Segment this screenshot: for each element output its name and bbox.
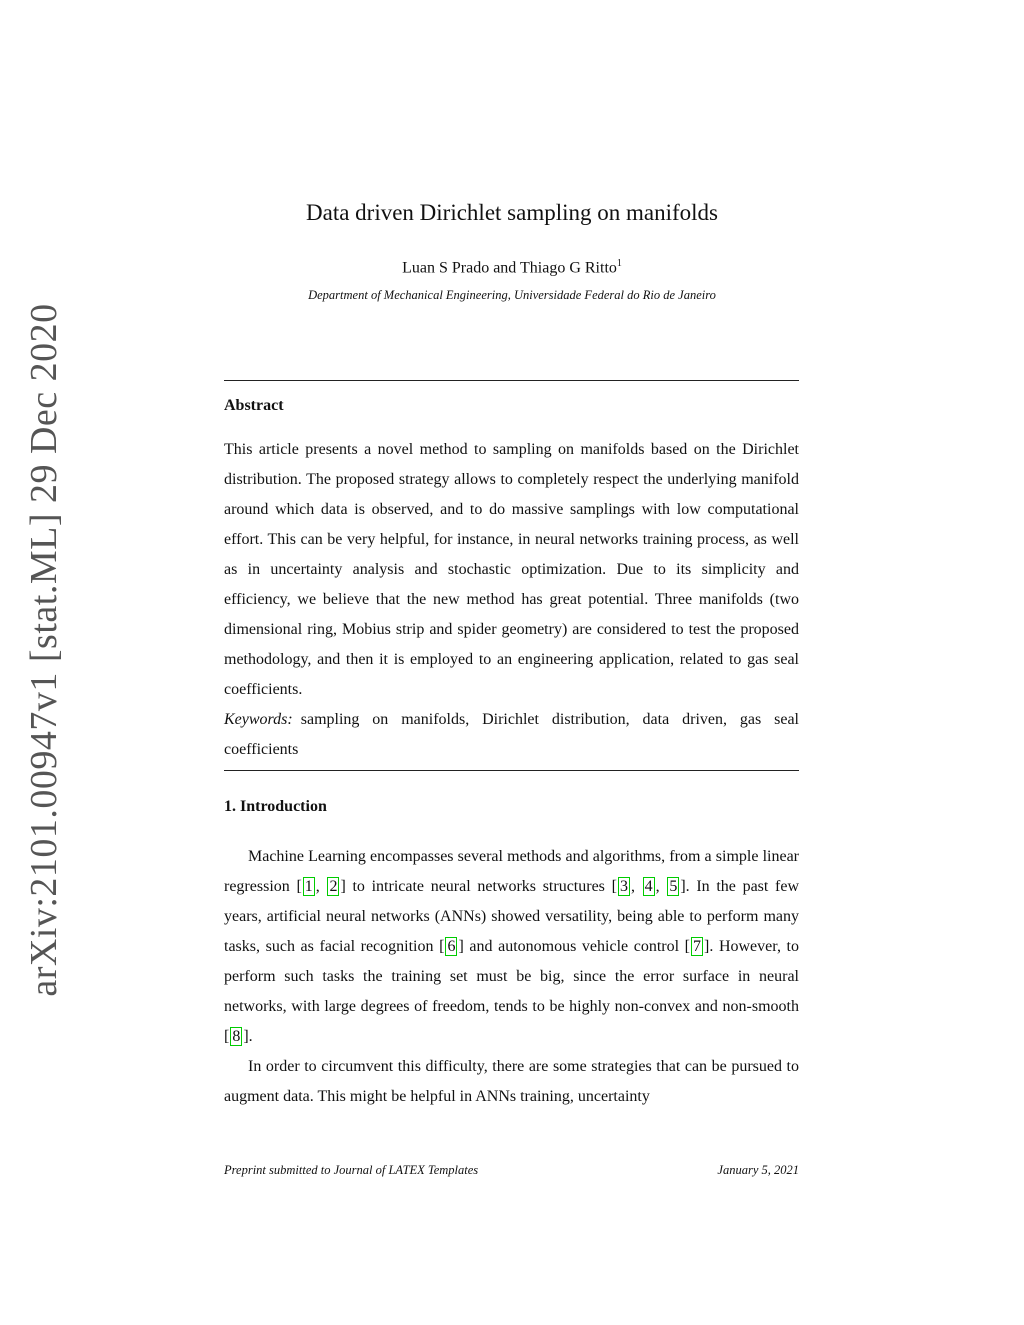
- intro-text: Machine Learning encompasses several methods and algorithms, from a simple linear regression: [224, 848, 799, 895]
- intro-text: . However, to perform such tasks the training set must be big, since the error surface in neural networks, with large degrees of freedom, tends to be highly non-convex and non-smooth: [224, 938, 799, 1015]
- intro-text: .: [248, 1028, 253, 1045]
- arxiv-identifier: arXiv:2101.00947v1 [stat.ML] 29 Dec 2020: [23, 303, 65, 997]
- abstract-text: This article presents a novel method to sampling on manifolds based on the Dirichlet distribution. The proposed strategy allows to completely respect the underlying manifold around which data is observed, and to do massive samplings with low computational effort. This can be very helpful, for instance, in neural networks training process, as well as in uncertainty analysis and stochastic optimization. Due to its simplicity and efficiency, we believe that the new method has great potential. Three manifolds (two dimensional ring, Mobius strip and spider geometry) are considered to test the proposed methodology, and then it is employed to an engineering application, related to gas seal coefficients.: [224, 441, 799, 698]
- intro-paragraph-2: In order to circumvent this difficulty, there are some strategies that can be pursued to augment data. This might be helpful in ANNs training, uncertainty: [224, 1058, 799, 1105]
- intro-text: to intricate neural networks structures: [345, 878, 612, 895]
- abstract-heading: Abstract: [224, 397, 284, 414]
- footer-date: January 5, 2021: [717, 1163, 799, 1177]
- intro-paragraph-1: Machine Learning encompasses several methods and algorithms, from a simple linear regression [ 1 , 2 ] to intricate neural networks structures [ 3 , 4 , 5 ]. In the past few years, artificial neural networks (ANNs) showed versatility, being able to perform many tasks, such as facial recognition [ 6 ] and autonomous vehicle control [ 7 ]. However, to perform such tasks the training set must be big, since the error surface in neural networks, with large degrees of freedom, tends to be highly non-convex and non-smooth [ 8 ].: [224, 848, 800, 1045]
- footer-preprint-note: Preprint submitted to Journal of LATEX Templates: [224, 1163, 479, 1177]
- affiliation: Department of Mechanical Engineering, Universidade Federal do Rio de Janeiro: [308, 288, 716, 302]
- abstract-top-rule: [224, 380, 799, 381]
- citation-link[interactable]: 7: [693, 938, 701, 955]
- abstract-bottom-rule: [224, 770, 799, 771]
- author-names: Luan S Prado and Thiago G Ritto: [402, 259, 617, 277]
- citation-link[interactable]: 1: [304, 878, 313, 895]
- arxiv-sidebar: [14, 303, 74, 997]
- citation-link[interactable]: 5: [669, 878, 678, 895]
- citation-link[interactable]: 2: [329, 878, 338, 895]
- paper-title: Data driven Dirichlet sampling on manifolds: [306, 200, 718, 225]
- citation-link[interactable]: 3: [619, 878, 628, 895]
- author-line: [0, 258, 1024, 277]
- keywords-line: [224, 705, 799, 765]
- citation-link[interactable]: 6: [447, 938, 456, 955]
- introduction-heading: 1. Introduction: [224, 798, 327, 815]
- keywords-label: Keywords:: [224, 711, 293, 728]
- introduction-section: [224, 798, 799, 1112]
- keywords-text: sampling on manifolds, Dirichlet distribution, data driven, gas seal coefficients: [224, 711, 799, 758]
- intro-text: and autonomous vehicle control: [463, 938, 685, 955]
- author-footnote-mark: 1: [616, 258, 622, 269]
- citation-link[interactable]: 4: [644, 878, 653, 895]
- intro-text: . In the past few years, artificial neural networks (ANNs) showed versatility, being able to perform many tasks, such as facial recognition: [224, 878, 800, 955]
- abstract-section: [224, 397, 799, 765]
- citation-link[interactable]: 8: [232, 1028, 241, 1045]
